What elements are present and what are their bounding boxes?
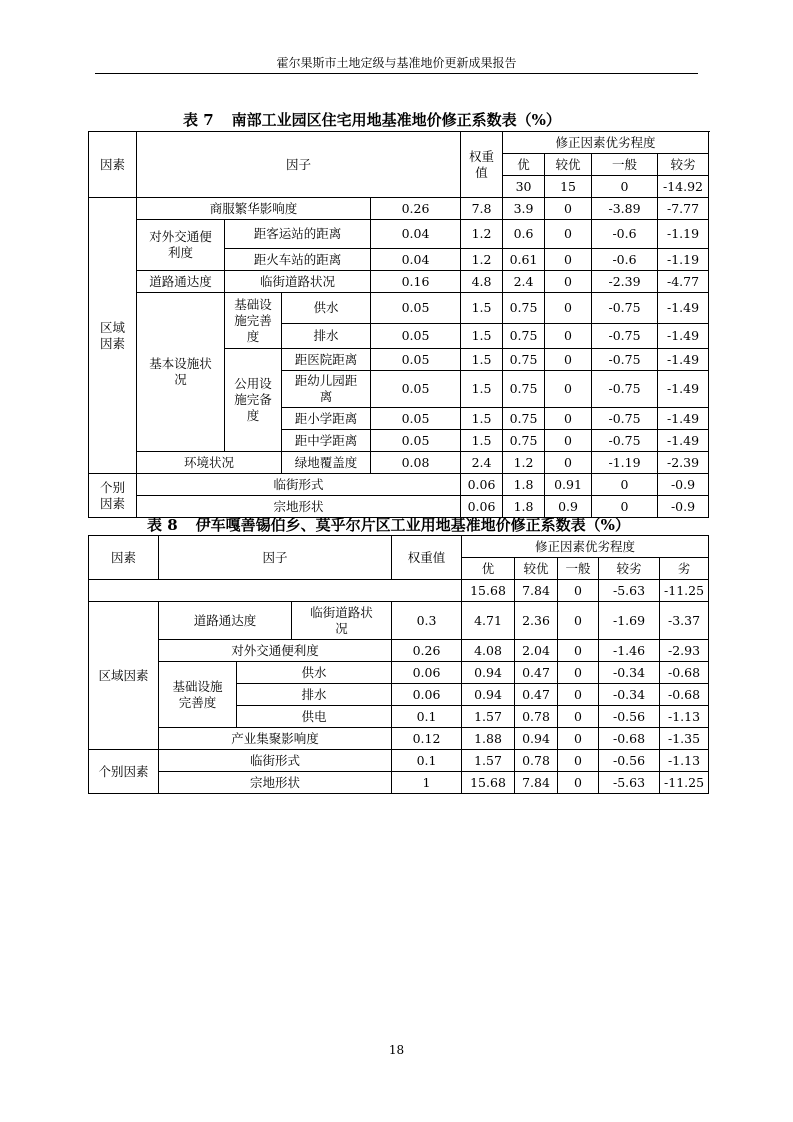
factor-name: 距小学距离: [282, 408, 371, 430]
value-cell: 1.88: [462, 728, 515, 750]
value-cell: 4.8: [461, 271, 503, 293]
value-cell: 0: [592, 474, 658, 496]
value-cell: 0: [545, 349, 592, 371]
value-cell: -3.89: [592, 198, 658, 220]
table-row: [89, 728, 709, 750]
header-degree: 修正因素优劣程度: [503, 132, 709, 154]
subgroup-basic-facilities: 基础设 施完善 度: [225, 293, 282, 349]
value-cell: 1.8: [503, 474, 545, 496]
factor-name: 绿地覆盖度: [282, 452, 371, 474]
value-cell: -1.49: [658, 430, 709, 452]
table-7-number: 表 7: [183, 111, 214, 129]
value-cell: 1.57: [462, 750, 515, 772]
value-cell: -1.13: [660, 706, 709, 728]
factor-name: 宗地形状: [137, 496, 461, 518]
weight-cell: 0.12: [392, 728, 462, 750]
value-cell: 0: [558, 772, 599, 794]
value-cell: -1.49: [658, 324, 709, 349]
header-spacer: [89, 580, 462, 602]
factor-name: 供水: [282, 293, 371, 324]
value-cell: 0.47: [515, 684, 558, 706]
header-grade-value: 0: [558, 580, 599, 602]
value-cell: -0.75: [592, 430, 658, 452]
weight-cell: 0.1: [392, 706, 462, 728]
subgroup-road: 道路通达度: [137, 271, 225, 293]
subgroup-environment: 环境状况: [137, 452, 282, 474]
header-grade-value: 0: [592, 176, 658, 198]
value-cell: 0: [558, 750, 599, 772]
value-cell: 4.71: [462, 602, 515, 640]
value-cell: 0: [558, 728, 599, 750]
factor-name: 临街道路状况: [225, 271, 371, 293]
running-header: 霍尔果斯市土地定级与基准地价更新成果报告: [276, 56, 517, 70]
value-cell: 15.68: [462, 772, 515, 794]
weight-cell: 0.06: [461, 496, 503, 518]
value-cell: -1.19: [658, 220, 709, 249]
header-grade: 较优: [515, 558, 558, 580]
value-cell: -1.13: [660, 750, 709, 772]
header-grade: 较劣: [599, 558, 660, 580]
group-individual: 个别因素: [89, 750, 159, 794]
weight-cell: 0.26: [392, 640, 462, 662]
factor-name: 产业集聚影响度: [159, 728, 392, 750]
value-cell: -2.93: [660, 640, 709, 662]
value-cell: 0.94: [462, 662, 515, 684]
header-factor: 因子: [137, 132, 461, 198]
value-cell: -1.69: [599, 602, 660, 640]
header-rule: [95, 73, 698, 74]
weight-cell: 0.06: [392, 684, 462, 706]
group-individual: 个别 因素: [89, 474, 137, 518]
value-cell: -0.68: [599, 728, 660, 750]
value-cell: 0.75: [503, 371, 545, 408]
weight-cell: 0.05: [371, 349, 461, 371]
header-grade-value: -11.25: [660, 580, 709, 602]
value-cell: 3.9: [503, 198, 545, 220]
value-cell: -0.9: [658, 474, 709, 496]
header-factor-group: 因素: [89, 536, 159, 580]
group-region: 区域 因素: [89, 198, 137, 474]
value-cell: 0.75: [503, 430, 545, 452]
value-cell: -11.25: [660, 772, 709, 794]
value-cell: -0.9: [658, 496, 709, 518]
value-cell: -1.49: [658, 349, 709, 371]
value-cell: 1.5: [461, 293, 503, 324]
weight-cell: 0.06: [461, 474, 503, 496]
factor-name: 距火车站的距离: [225, 249, 371, 271]
table-7-caption: [183, 109, 561, 130]
table-row: [89, 220, 709, 249]
value-cell: 4.08: [462, 640, 515, 662]
value-cell: 1.5: [461, 430, 503, 452]
value-cell: 1.5: [461, 408, 503, 430]
table-row: [89, 271, 709, 293]
value-cell: 2.4: [461, 452, 503, 474]
header-grade-value: 15: [545, 176, 592, 198]
value-cell: -4.77: [658, 271, 709, 293]
header-grade: 一般: [592, 154, 658, 176]
value-cell: -7.77: [658, 198, 709, 220]
value-cell: -2.39: [658, 452, 709, 474]
value-cell: 0: [558, 602, 599, 640]
factor-name: 商服繁华影响度: [137, 198, 371, 220]
table-row: [89, 293, 709, 324]
table-8-title: 伊车嘎善锡伯乡、莫乎尔片区工业用地基准地价修正系数表（%）: [195, 516, 630, 534]
value-cell: 0.94: [515, 728, 558, 750]
weight-cell: 0.05: [371, 408, 461, 430]
value-cell: -0.75: [592, 293, 658, 324]
header-grade: 较劣: [658, 154, 709, 176]
value-cell: -0.75: [592, 408, 658, 430]
factor-name: 距客运站的距离: [225, 220, 371, 249]
value-cell: 0: [592, 496, 658, 518]
header-grade-value: 7.84: [515, 580, 558, 602]
value-cell: -1.49: [658, 293, 709, 324]
value-cell: -0.75: [592, 349, 658, 371]
value-cell: 0: [545, 220, 592, 249]
table-row: [89, 536, 709, 558]
table-row: [89, 772, 709, 794]
header-weight: 权重值: [392, 536, 462, 580]
table-row: [89, 640, 709, 662]
header-grade-value: -5.63: [599, 580, 660, 602]
value-cell: 0.75: [503, 349, 545, 371]
value-cell: 0: [545, 371, 592, 408]
factor-name: 临街形式: [137, 474, 461, 496]
value-cell: -0.68: [660, 662, 709, 684]
value-cell: 1.2: [461, 249, 503, 271]
value-cell: 1.5: [461, 349, 503, 371]
value-cell: 1.2: [503, 452, 545, 474]
value-cell: 7.8: [461, 198, 503, 220]
table-row: [89, 750, 709, 772]
value-cell: -0.75: [592, 371, 658, 408]
value-cell: -0.34: [599, 684, 660, 706]
value-cell: -0.56: [599, 750, 660, 772]
value-cell: 0: [545, 430, 592, 452]
value-cell: 0: [558, 706, 599, 728]
header-grade: 较优: [545, 154, 592, 176]
header-grade: 优: [462, 558, 515, 580]
value-cell: 1.2: [461, 220, 503, 249]
value-cell: 0.9: [545, 496, 592, 518]
value-cell: -5.63: [599, 772, 660, 794]
subgroup-road: 道路通达度: [159, 602, 292, 640]
value-cell: 0: [545, 198, 592, 220]
value-cell: -0.34: [599, 662, 660, 684]
value-cell: 2.4: [503, 271, 545, 293]
table-row: [89, 602, 709, 640]
table-row: [89, 474, 709, 496]
value-cell: 0.94: [462, 684, 515, 706]
value-cell: -1.19: [658, 249, 709, 271]
weight-cell: 0.04: [371, 249, 461, 271]
header-grade: 优: [503, 154, 545, 176]
factor-name: 对外交通便利度: [159, 640, 392, 662]
value-cell: 2.04: [515, 640, 558, 662]
value-cell: 0: [545, 249, 592, 271]
value-cell: 0: [545, 408, 592, 430]
value-cell: 0: [545, 452, 592, 474]
weight-cell: 0.06: [392, 662, 462, 684]
value-cell: 0.78: [515, 706, 558, 728]
table-7: [88, 131, 709, 518]
header-grade-value: -14.92: [658, 176, 709, 198]
factor-name: 供水: [237, 662, 392, 684]
group-region: 区域因素: [89, 602, 159, 750]
value-cell: -3.37: [660, 602, 709, 640]
factor-name: 距幼儿园距 离: [282, 371, 371, 408]
table-row: [89, 198, 709, 220]
weight-cell: 0.3: [392, 602, 462, 640]
header-grade-value: 15.68: [462, 580, 515, 602]
weight-cell: 0.08: [371, 452, 461, 474]
value-cell: -1.19: [592, 452, 658, 474]
value-cell: 0.91: [545, 474, 592, 496]
header-factor-group: 因素: [89, 132, 137, 198]
value-cell: -0.75: [592, 324, 658, 349]
weight-cell: 0.05: [371, 430, 461, 452]
header-grade: 劣: [660, 558, 709, 580]
page-number: 18: [388, 1043, 405, 1057]
factor-name: 距中学距离: [282, 430, 371, 452]
value-cell: 0.6: [503, 220, 545, 249]
header-grade-value: 30: [503, 176, 545, 198]
header-factor: 因子: [159, 536, 392, 580]
subgroup-public-facilities: 公用设 施完备 度: [225, 349, 282, 452]
value-cell: -0.56: [599, 706, 660, 728]
weight-cell: 0.05: [371, 371, 461, 408]
value-cell: -1.35: [660, 728, 709, 750]
weight-cell: 0.1: [392, 750, 462, 772]
value-cell: -1.46: [599, 640, 660, 662]
value-cell: -2.39: [592, 271, 658, 293]
table-row: [89, 132, 709, 154]
table-row: [89, 580, 709, 602]
value-cell: 0.75: [503, 324, 545, 349]
weight-cell: 1: [392, 772, 462, 794]
table-8: [88, 535, 709, 794]
header-weight: 权重值: [461, 132, 503, 198]
value-cell: 0: [558, 684, 599, 706]
table-row: [89, 452, 709, 474]
factor-name: 距医院距离: [282, 349, 371, 371]
subgroup-infrastructure: 基本设施状 况: [137, 293, 225, 452]
value-cell: -0.68: [660, 684, 709, 706]
value-cell: 0.61: [503, 249, 545, 271]
value-cell: 1.8: [503, 496, 545, 518]
header-grade: 一般: [558, 558, 599, 580]
value-cell: 1.5: [461, 371, 503, 408]
factor-name: 排水: [237, 684, 392, 706]
subgroup-basic-facilities: 基础设施 完善度: [159, 662, 237, 728]
value-cell: 0: [545, 324, 592, 349]
value-cell: 0.47: [515, 662, 558, 684]
value-cell: 0: [545, 293, 592, 324]
value-cell: 2.36: [515, 602, 558, 640]
factor-name: 供电: [237, 706, 392, 728]
weight-cell: 0.26: [371, 198, 461, 220]
factor-name: 排水: [282, 324, 371, 349]
weight-cell: 0.04: [371, 220, 461, 249]
weight-cell: 0.05: [371, 324, 461, 349]
value-cell: 0.75: [503, 293, 545, 324]
weight-cell: 0.16: [371, 271, 461, 293]
value-cell: -0.6: [592, 249, 658, 271]
table-row: [89, 662, 709, 684]
subgroup-transport: 对外交通便 利度: [137, 220, 225, 271]
value-cell: -1.49: [658, 408, 709, 430]
value-cell: 0: [558, 662, 599, 684]
value-cell: 0: [558, 640, 599, 662]
value-cell: 1.5: [461, 324, 503, 349]
factor-name: 临街形式: [159, 750, 392, 772]
value-cell: 0.78: [515, 750, 558, 772]
value-cell: 0: [545, 271, 592, 293]
header-degree: 修正因素优劣程度: [462, 536, 709, 558]
value-cell: -1.49: [658, 371, 709, 408]
table-8-caption: [147, 514, 630, 535]
factor-name: 宗地形状: [159, 772, 392, 794]
value-cell: 7.84: [515, 772, 558, 794]
value-cell: 0.75: [503, 408, 545, 430]
weight-cell: 0.05: [371, 293, 461, 324]
value-cell: -0.6: [592, 220, 658, 249]
table-8-number: 表 8: [147, 516, 178, 534]
value-cell: 1.57: [462, 706, 515, 728]
factor-name: 临街道路状 况: [292, 602, 392, 640]
table-7-title: 南部工业园区住宅用地基准地价修正系数表（%）: [231, 111, 561, 129]
